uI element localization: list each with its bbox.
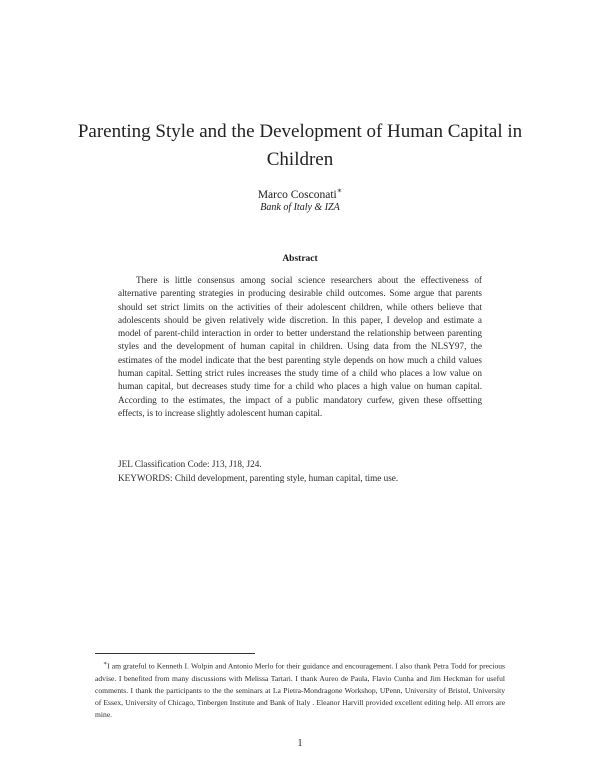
footnote-mark: ∗: [103, 661, 108, 667]
abstract-text: There is little consensus among social science researchers about the effectiveness of alternative parenting strategies in producing desirable child outcomes. Some argue that parents should set strict limits on the activities of their adolescent children, while others believe that adolescents should be given relatively wide discretion. In this paper, I develop and estimate a model of parent-child interaction in order to better understand the relationship between parenting styles and the development of human capital in children. Using data from the NLSY97, the estimates of the model indicate that the best parenting style depends on how much a child values human capital. Setting strict rules increases the study time of a child who places a low value on human capital, but decreases study time for a child who places a high value on human capital. According to the estimates, the impact of a public mandatory curfew, given these offsetting effects, is to increase slightly adolescent human capital.: [118, 275, 482, 418]
footnote-divider: [95, 653, 255, 654]
author-line: [0, 184, 600, 202]
footnote: [95, 658, 505, 722]
keywords: KEYWORDS: Child development, parenting style, human capital, time use.: [118, 473, 399, 483]
jel-codes: JEL Classification Code: J13, J18, J24.: [118, 459, 262, 469]
author-affiliation: Bank of Italy & IZA: [260, 202, 340, 213]
author-footnote-mark: ∗: [336, 186, 343, 195]
author-name: Marco Cosconati: [257, 188, 337, 201]
page-number: 1: [297, 738, 303, 749]
paper-title: Parenting Style and the Development of Human Capital in Children: [77, 121, 523, 170]
footnote-text: I am grateful to Kenneth I. Wolpin and Antonio Merlo for their guidance and encouragement. I also thank Petra Todd for precious advise. I benefited from many discussions with Melissa Tartari. I thank Aureo de Paula, Flavio Cunha and Jim Heckman for useful comments. I thank the participants to the the seminars at La Pietra-Mondragone Workshop, UPenn, University of Bristol, University of Essex, University of Chicago, Tinbergen Institute and Bank of Italy . Eleanor Harvill provided excellent editing help. All errors are mine.: [95, 661, 505, 720]
abstract-heading: Abstract: [282, 254, 318, 264]
